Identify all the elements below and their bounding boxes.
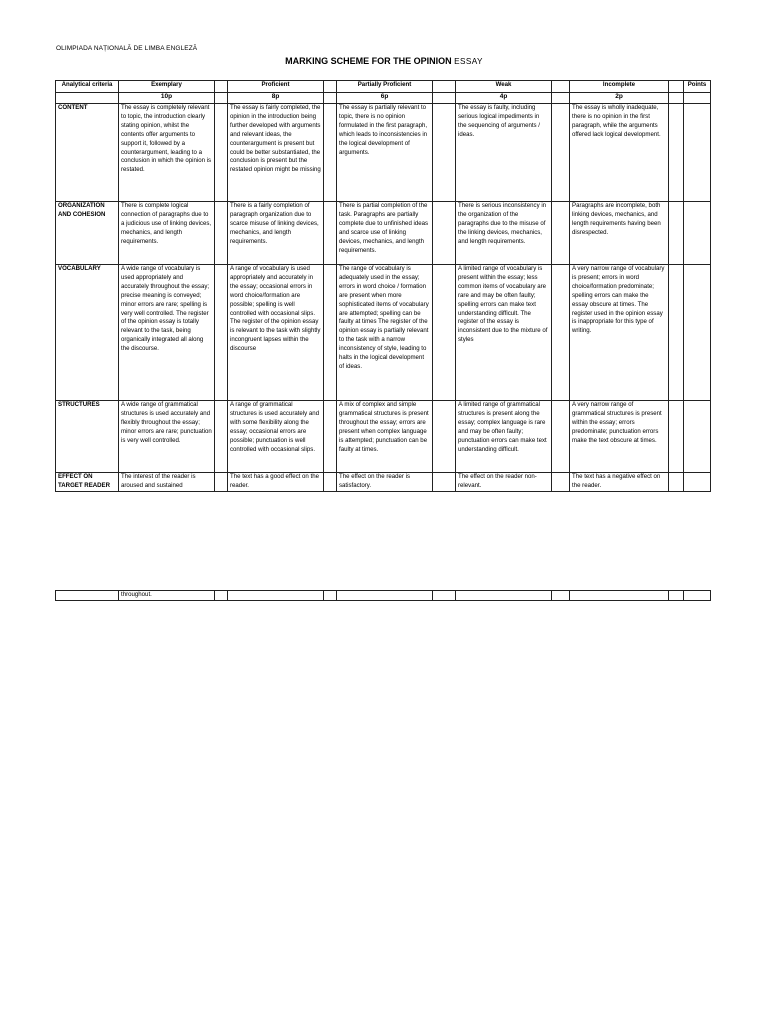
descriptor-exemplary: The essay is completely relevant to topic, the introduction clearly stating opinion, whilst the contents offer arguments to support it, followed by a counterargument, leading to a conclusion in which the opinion is restated.: [119, 104, 215, 202]
document-title: [0, 56, 768, 66]
table-row: [56, 401, 711, 473]
header-weak: Weak: [456, 81, 552, 93]
criterion-structures: STRUCTURES: [56, 401, 119, 473]
score-cell: [552, 265, 570, 401]
score-cell: [552, 202, 570, 265]
descriptor-incomplete: The text has a negative effect on the reader.: [570, 473, 669, 492]
score-cell: [433, 401, 456, 473]
continuation-blank: [456, 591, 552, 601]
descriptor-partially-proficient: The essay is partially relevant to topic, there is no opinion formulated in the first paragraph, which leads to inconsistencies in the logical development of arguments.: [337, 104, 433, 202]
descriptor-incomplete: The essay is wholly inadequate, there is no opinion in the first paragraph, while the arguments offered lack logical development.: [570, 104, 669, 202]
score-cell: [324, 401, 337, 473]
header-row: [56, 81, 711, 93]
descriptor-weak: There is serious inconsistency in the organization of the paragraphs due to the misuse of the linking devices, mechanics, and length requirements.: [456, 202, 552, 265]
score-cell: [433, 81, 456, 93]
descriptor-incomplete: A very narrow range of vocabulary is present; errors in word choice/formation predominate; spelling errors can make the essay obscure at times. The register used in the opinion essay is inappropriate for this type of writing.: [570, 265, 669, 401]
score-cell: [433, 93, 456, 104]
score-cell: [324, 473, 337, 492]
score-cell: [215, 81, 228, 93]
score-proficient: 8p: [228, 93, 324, 104]
table-row: [56, 473, 711, 492]
score-cell: [215, 591, 228, 601]
descriptor-weak: A limited range of grammatical structures is present along the essay; complex language is rare and may be often faulty; punctuation errors can make text understanding difficult.: [456, 401, 552, 473]
points-cell: [684, 265, 711, 401]
score-cell: [324, 104, 337, 202]
points-cell: [684, 202, 711, 265]
score-cell: [552, 473, 570, 492]
score-cell: [669, 104, 684, 202]
descriptor-proficient: The text has a good effect on the reader.: [228, 473, 324, 492]
score-incomplete: 2p: [570, 93, 669, 104]
points-cell: [684, 473, 711, 492]
header-points: Points: [684, 81, 711, 93]
score-row: [56, 93, 711, 104]
score-cell: [433, 104, 456, 202]
score-cell: [669, 202, 684, 265]
descriptor-proficient: A range of vocabulary is used appropriately and accurately in the essay; occasional errors in word choice/formation are possible; spelling is well controlled with occasional slips. The register of the opinion essay is relevant to the task with slightly incongruent lapses within the discourse: [228, 265, 324, 401]
descriptor-partially-proficient: The range of vocabulary is adequately used in the essay; errors in word choice / formation are present when more sophisticated items of vocabulary are attempted; spelling can be faulty at times The register of the opinion essay is partially relevant to the task with a narrow inconsistency of style, leading to halts in the logical development of ideas.: [337, 265, 433, 401]
score-cell: [669, 93, 684, 104]
score-exemplary: 10p: [119, 93, 215, 104]
header-exemplary: Exemplary: [119, 81, 215, 93]
continuation-blank: [337, 591, 433, 601]
descriptor-proficient: There is a fairly completion of paragraph organization due to scarce misuse of linking devices, mechanics, and length requirements.: [228, 202, 324, 265]
marking-scheme-table: [55, 80, 711, 492]
header-analytical-criteria: Analytical criteria: [56, 81, 119, 93]
points-cell: [684, 401, 711, 473]
score-cell: [669, 81, 684, 93]
descriptor-exemplary: There is complete logical connection of paragraphs due to a judicious use of linking devices, mechanics, and length requirements.: [119, 202, 215, 265]
descriptor-exemplary: The interest of the reader is aroused and sustained: [119, 473, 215, 492]
table-row: [56, 202, 711, 265]
score-row-blank: [56, 93, 119, 104]
descriptor-exemplary: A wide range of grammatical structures is used accurately and flexibly throughout the essay; minor errors are rare; punctuation is very well controlled.: [119, 401, 215, 473]
score-cell: [324, 93, 337, 104]
continuation-row: [56, 591, 711, 601]
points-cell: [684, 104, 711, 202]
score-cell: [552, 104, 570, 202]
score-cell: [552, 81, 570, 93]
descriptor-partially-proficient: A mix of complex and simple grammatical structures is present throughout the essay; errors are present when complex language is attempted; punctuation can be faulty at times.: [337, 401, 433, 473]
title-main: MARKING SCHEME FOR THE OPINION: [285, 56, 452, 66]
score-cell: [324, 591, 337, 601]
score-cell: [433, 202, 456, 265]
descriptor-partially-proficient: There is partial completion of the task. Paragraphs are partially complete due to unfinished ideas and scarce use of linking devices, mechanics, and length requirements.: [337, 202, 433, 265]
continuation-text: throughout.: [119, 591, 215, 601]
points-cell: [684, 93, 711, 104]
score-cell: [215, 265, 228, 401]
score-cell: [215, 104, 228, 202]
score-cell: [669, 591, 684, 601]
descriptor-weak: A limited range of vocabulary is present within the essay; less common items of vocabulary are rare and may be often faulty; spelling errors can make text understanding difficult. The register of the essay is inconsistent due to the mixture of styles: [456, 265, 552, 401]
header-partially-proficient: Partially Proficient: [337, 81, 433, 93]
score-cell: [215, 93, 228, 104]
title-suffix: ESSAY: [454, 57, 483, 66]
score-weak: 4p: [456, 93, 552, 104]
descriptor-incomplete: A very narrow range of grammatical structures is present within the essay; errors predominate; punctuation errors make the text obscure at times.: [570, 401, 669, 473]
score-cell: [433, 265, 456, 401]
table-row: [56, 104, 711, 202]
score-cell: [324, 81, 337, 93]
score-cell: [669, 401, 684, 473]
continuation-blank: [570, 591, 669, 601]
score-cell: [215, 473, 228, 492]
criterion-effect-on-target-reader: EFFECT ON TARGET READER: [56, 473, 119, 492]
criterion-organization: ORGANIZATION AND COHESION: [56, 202, 119, 265]
points-cell: [684, 591, 711, 601]
score-cell: [552, 93, 570, 104]
descriptor-exemplary: A wide range of vocabulary is used appropriately and accurately throughout the essay; precise meaning is conveyed; minor errors are rare; spelling is very well controlled. The register of the opinion essay is totally relevant to the task, being organically integrated all along the discourse.: [119, 265, 215, 401]
score-cell: [324, 202, 337, 265]
score-cell: [669, 265, 684, 401]
descriptor-proficient: The essay is fairly completed, the opinion in the introduction being further developed with arguments and relevant ideas, the counterargument is present but could be better substantiated, the conclusion is present but the restated opinion might be missing: [228, 104, 324, 202]
criterion-content: CONTENT: [56, 104, 119, 202]
descriptor-weak: The effect on the reader non-relevant.: [456, 473, 552, 492]
descriptor-weak: The essay is faulty, including serious logical impediments in the sequencing of arguments / ideas.: [456, 104, 552, 202]
table-row: [56, 265, 711, 401]
header-incomplete: Incomplete: [570, 81, 669, 93]
score-cell: [552, 591, 570, 601]
score-cell: [324, 265, 337, 401]
score-cell: [215, 401, 228, 473]
score-cell: [552, 401, 570, 473]
organization-name: OLIMPIADA NAȚIONALĂ DE LIMBA ENGLEZĂ: [56, 45, 198, 52]
criterion-vocabulary: VOCABULARY: [56, 265, 119, 401]
continuation-blank: [56, 591, 119, 601]
score-partially-proficient: 6p: [337, 93, 433, 104]
descriptor-incomplete: Paragraphs are incomplete, both linking devices, mechanics, and length requirements having been disrespected.: [570, 202, 669, 265]
continuation-table: [55, 590, 711, 601]
header-proficient: Proficient: [228, 81, 324, 93]
score-cell: [433, 591, 456, 601]
descriptor-proficient: A range of grammatical structures is used accurately and with some flexibility along the essay; occasional errors are possible; punctuation is well controlled with occasional slips.: [228, 401, 324, 473]
score-cell: [669, 473, 684, 492]
score-cell: [433, 473, 456, 492]
continuation-blank: [228, 591, 324, 601]
score-cell: [215, 202, 228, 265]
descriptor-partially-proficient: The effect on the reader is satisfactory.: [337, 473, 433, 492]
